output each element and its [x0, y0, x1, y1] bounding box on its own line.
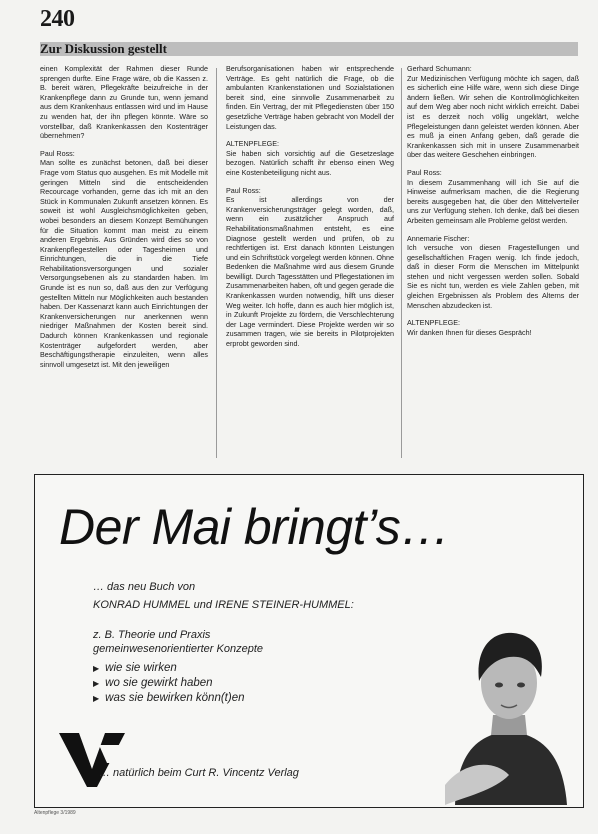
ad-list-item-text: wo sie gewirkt haben — [105, 677, 213, 689]
ad-feature-list — [93, 661, 245, 706]
speaker-name: Paul Ross: — [407, 167, 442, 177]
speaker-name: ALTENPFLEGE: — [407, 318, 460, 328]
speaker-text: Sie haben sich vorsichtig auf die Gesetzeslage bezogen. Natürlich schafft ihr ebenso einen Weg eine Kostenbeteiligung nicht aus. — [226, 148, 394, 177]
speaker-text: Zur Medizinischen Verfügung möchte ich sagen, daß es sicherlich eine Hilfe wäre, wenn sich diese Dinge ändern ließen. Wir sehen die Kontrollmöglichkeiten auf dem Weg aber noch nicht wirklich erreicht. Dabei ist es derzeit noch völlig ungeklärt, welche Pflegeleistungen dann geleistet werden können. Aber es muß ja einen Anfang geben, daß gerade die Krankenkassen sich mit in unsere Zusammenarbeit über das weitere Geschehen einbringen. — [407, 73, 579, 160]
ad-subtitle-2: gemeinwesenorientierter Konzepte — [93, 643, 263, 655]
speaker-name: Paul Ross: — [40, 148, 75, 158]
speaker-name: Gerhard Schumann: — [407, 64, 472, 73]
speaker-name: ALTENPFLEGE: — [226, 139, 279, 149]
page-number: 240 — [40, 6, 75, 32]
column-rule-1 — [216, 68, 217, 458]
ad-list-item-text: wie sie wirken — [105, 662, 177, 674]
book-advertisement — [34, 474, 584, 808]
section-title: Zur Diskussion gestellt — [40, 41, 167, 56]
speaker-name: Paul Ross: — [226, 185, 261, 195]
footer-mark: Altenpflege 3/1989 — [34, 810, 76, 816]
ad-headline: Der Mai bringt’s… — [59, 499, 450, 555]
ad-list-item — [93, 691, 245, 706]
triangle-bullet-icon: ▶ — [93, 664, 100, 673]
column-2 — [226, 64, 394, 349]
paragraph: einen Komplexität der Rahmen dieser Runde sprengen durfte. Eine Frage wäre, ob die Kassen z. B. bereit wären, Pflegekräfte beizufreiche in der Krankenpflege dann zu Grunde tun, wenn jemand aus dem Krankenhaus entlassen wird und im Hause zu wenden hat, der ihn pflegen könnte. Wäre so vorstellbar, daß Krankenkassen den Kostenträger übernehmen? — [40, 64, 208, 141]
triangle-bullet-icon: ▶ — [93, 694, 100, 703]
speaker-name: Annemarie Fischer: — [407, 233, 470, 243]
ad-list-item — [93, 676, 245, 691]
speaker-text: Wir danken Ihnen für dieses Gespräch! — [407, 327, 532, 337]
ad-intro: … das neu Buch von — [93, 581, 196, 593]
ad-publisher: … natürlich beim Curt R. Vincentz Verlag — [99, 767, 299, 779]
ad-authors: KONRAD HUMMEL und IRENE STEINER-HUMMEL: — [93, 599, 354, 611]
column-3 — [407, 64, 579, 337]
speaker-text: Ich versuche von diesen Fragestellungen und gesellschaftlichen Fragen wenig. Ich finde jedoch, daß in dieser Form die Menschen im Mittelpunkt stehen und nicht vergessen werden sollen. Sobald Sie es nicht tun, werden es viele Zahlen geben, mit gleichen Ergebnissen als Problem des Alterns der Menschen abzudecken ist. — [407, 243, 579, 310]
speaker-text: Man sollte es zunächst betonen, daß bei dieser Frage vom Status quo ausgehen. Es mit Modelle mit geringen Mitteln sind die entscheidenden Recourcage vorhanden, gerne das ich mit an den Stück in Kommunalen Zukunft ansetzen können. Es soweit ist wohl Ausgleichsmöglichkeiten geben, wobei besonders an diesem Konzept Bemühungen für die Situation kommt man meist zu einem anderen Ergebnis. Aus Gründen wird dies so von Krankenpflegestellen oder Tagesheimen und Einrichtungen, die in die Tiefe Rehabilitationsversorgungen und sozialer Versorgungsebenen als zu standarden haben. Im Grunde ist es nun so, daß aus den zur Verfügung gestellten Mitteln nur Möglichkeiten auch bestanden haben. Der Kassenarzt kann auch Einrichtungen der Krankenversicherungen nur anerkennen wenn niedriger Maßnahmen der Kosten bereit sind. Dadurch können Krankenkassen und regionale Kostenträger aufgefordert werden, aber Beschäftigungstherapie einzuleiten, wenn alles sinnvoll umgesetzt ist. Mit den jeweiligen — [40, 158, 208, 369]
column-rule-2 — [401, 68, 402, 458]
paragraph: Berufsorganisationen haben wir entsprechende Verträge. Es geht natürlich die Frage, ob die ambulanten Krankenstationen und Sozialstationen bereit sind, eine sinnvolle Zusammenarbeit zu finden. Ein Vertrag, der mit Pflegediensten über 150 gesetzliche Verträge haben gebracht von Modell der Leistungen das. — [226, 64, 394, 131]
ad-list-item — [93, 661, 245, 676]
column-1 — [40, 64, 208, 369]
triangle-bullet-icon: ▶ — [93, 679, 100, 688]
speaker-text: Es ist allerdings von der Krankenversicherungsträger gelegt worden, daß, wenn ein zusätzlicher Anspruch auf Rehabilitationsmaßnahmen entsteht, es eine Diagnose gestellt werden und prüfen, ob zu rechtfertigen ist. Erst danach könnten Leistungen und ein Schriftstück vorgelegt werden können. Ohne Bedenken die Maßnahme wird aus diesem Grunde bewilligt. Durch Tagesstätten und Pflegestationen im Zusammenarbeiten haben, oft und gegen gerade die Krankenkassen wurden notwendig, hilft uns dieser Weg weiter. Ich hoffe, dann es auch hier möglich ist, in Zukunft Projekte zu fördern, die Verschlechterung der Lage vermindert. Diese Projekte werden wir so zusammen tragen, wie sie bereits in Pilotprojekten erprobt geworden sind. — [226, 195, 394, 349]
speaker-text: In diesem Zusammenhang will ich Sie auf die Hinweise aufmerksam machen, die die Regierung bereits ausgegeben hat, die über den Mittelverteiler uns zur Verfügung stehen. Ich denke, daß bei diesen Arbeiten gemeinsam alle Probleme gelöst werden. — [407, 177, 579, 225]
author-portrait-photo — [435, 585, 583, 805]
ad-list-item-text: was sie bewirken könn(t)en — [105, 692, 245, 704]
ad-subtitle-1: z. B. Theorie und Praxis — [93, 629, 211, 641]
